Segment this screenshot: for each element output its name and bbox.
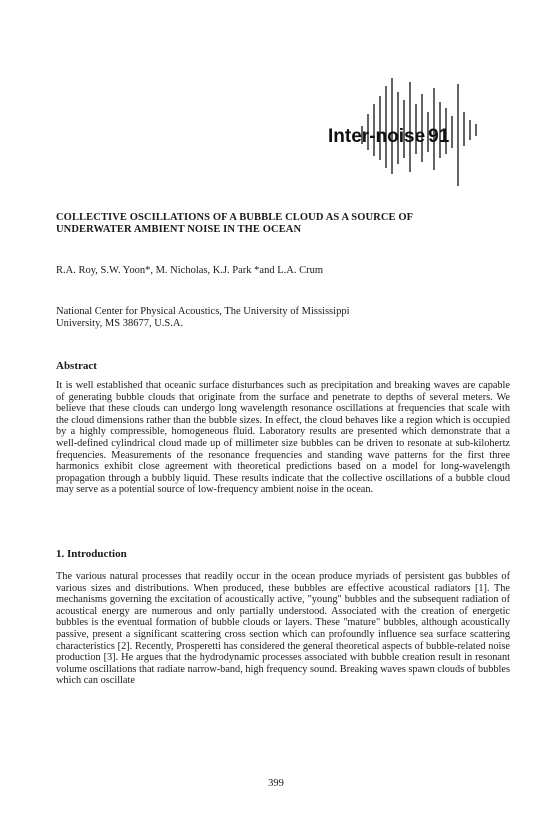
affiliation xyxy=(56,306,506,330)
introduction-body: The various natural processes that readily occur in the ocean produce myriads of persistent gas bubbles of various sizes and distributions. When produced, these bubbles are effective acoustical radiators [1]. The mechanisms governing the excitation of acoustically active, "young" bubbles and the subsequent radiation of acoustical energy are numerous and only partially understood. Associated with the creation of energetic bubbles is the eventual formation of bubble clouds or layers. These "mature" bubbles, although acoustically passive, present a significant scattering cross section which can profoundly influence sea surface scattering characteristics [2]. Recently, Prosperetti has considered the general theoretical aspects of bubble-related noise production [3]. He argues that the hydrodynamic processes associated with bubble creation result in resonant volume oscillations that radiate narrow-band, high frequency sound. Breaking waves spawn clouds of bubbles which can oscillate xyxy=(56,571,510,687)
logo-wordmark: Inter-noise 91 xyxy=(328,126,450,147)
title-line: UNDERWATER AMBIENT NOISE IN THE OCEAN xyxy=(56,224,302,235)
affiliation-line: National Center for Physical Acoustics, The University of Mississippi xyxy=(56,306,350,317)
author-list: R.A. Roy, S.W. Yoon*, M. Nicholas, K.J. Park *and L.A. Crum xyxy=(56,265,323,276)
inter-noise-91-logo xyxy=(318,74,494,194)
introduction-heading: 1. Introduction xyxy=(56,548,127,560)
abstract-body: It is well established that oceanic surface disturbances such as precipitation and breaking waves are capable of generating bubble clouds that originate from the surface and penetrate to depths of several meters. We believe that these clouds can undergo long wavelength resonance oscillations at frequencies that scale with the cloud dimensions rather than the bubble sizes. In effect, the cloud behaves like a region which is occupied by a highly compressible, homogeneous fluid. Laboratory results are presented which demonstrate that a well-defined cylindrical cloud made up of millimeter size bubbles can be driven to resonate at sub-kilohertz frequencies. Measurements of the resonance frequencies and standing wave patterns for the first three harmonics exhibit close agreement with theoretical predictions based on a model for long-wavelength propagation through a bubbly liquid. These results indicate that the collective oscillations of a bubble cloud may serve as a potential source of low-frequency ambient noise in the ocean. xyxy=(56,380,510,496)
affiliation-line: University, MS 38677, U.S.A. xyxy=(56,318,184,329)
abstract-heading: Abstract xyxy=(56,360,97,372)
paper-title xyxy=(56,212,516,236)
page-number: 399 xyxy=(268,778,284,789)
title-line: COLLECTIVE OSCILLATIONS OF A BUBBLE CLOUD AS A SOURCE OF xyxy=(56,212,414,223)
